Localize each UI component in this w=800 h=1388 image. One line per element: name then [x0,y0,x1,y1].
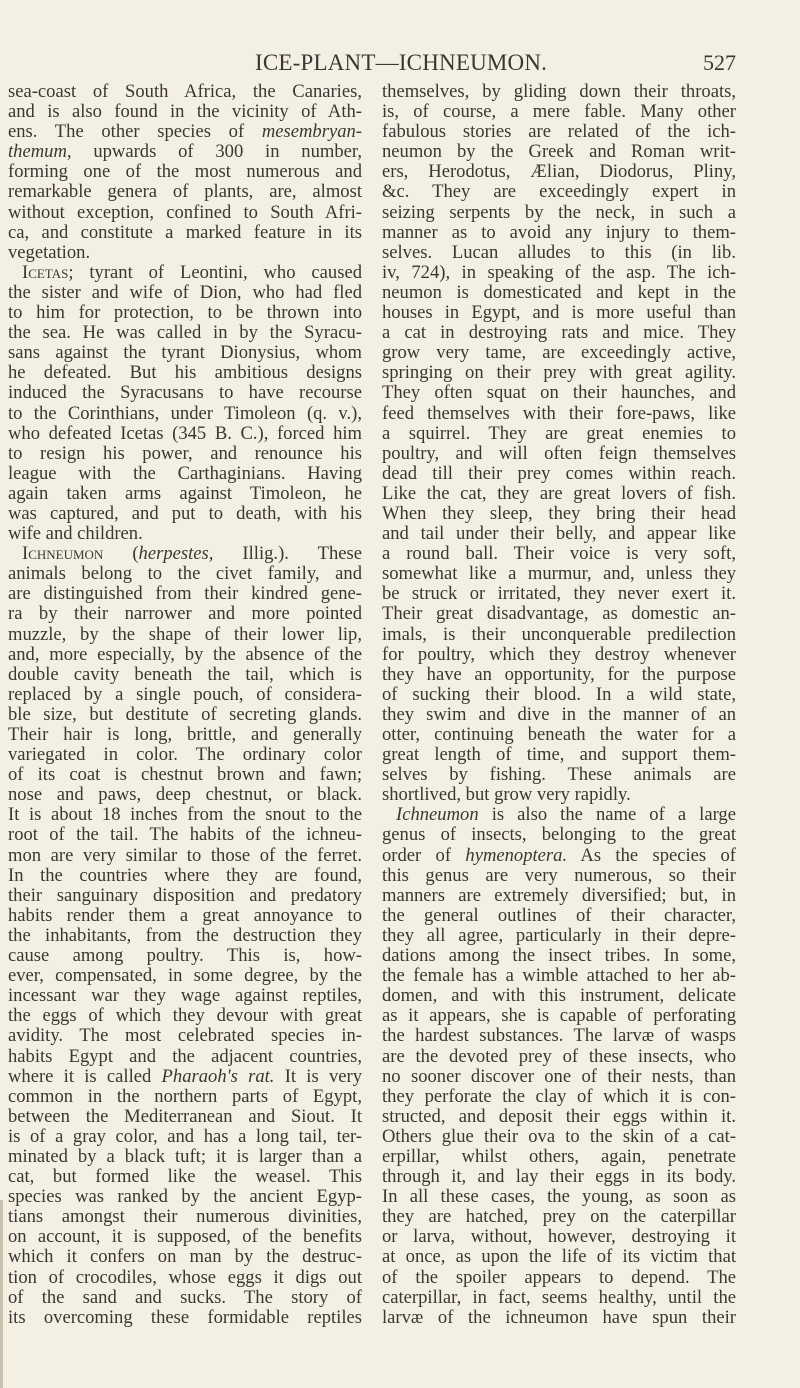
text-line [8,1006,362,1026]
text-segment: induced the Syracusans to have recourse [8,382,362,404]
text-segment: otter, continuing beneath the water for a [382,724,736,745]
text-line [382,383,736,403]
text-segment: manner as to avoid any injury to them- [382,221,736,243]
text-segment: poultry, and will often feign themselves [382,442,736,464]
text-segment: was captured, and put to death, with his [8,502,362,524]
text-segment: variegated in color. The ordinary color [8,744,362,766]
text-segment: to him for protection, to be thrown into [8,302,362,324]
text-segment: without exception, confined to South Afri- [8,201,362,223]
text-segment: themselves, by gliding down their throats, [382,81,736,102]
text-segment: ca, and constitute a marked feature in its [8,221,362,243]
text-segment: Like the cat, they are great lovers of fish. [382,482,736,504]
text-segment: Their great disadvantage, as domestic an- [382,603,736,625]
text-segment: be struck or irritated, they never exert it. [382,583,736,605]
text-segment: fabulous stories are related of the ich- [382,121,736,143]
text-segment: ; tyrant of Leontini, who caused [68,261,362,283]
text-line [8,263,362,283]
text-line [382,906,736,926]
text-line [382,564,736,584]
page-edge-shadow [0,1200,3,1388]
text-line [8,886,362,906]
text-segment: habits Egypt and the adjacent countries, [8,1045,362,1067]
text-segment: they perforate the clay of which it is con- [382,1085,736,1107]
text-line [382,444,736,464]
text-line [382,1308,736,1328]
text-line [8,825,362,845]
text-line [8,142,362,162]
text-segment: neumon is domesticated and kept in the [382,281,736,303]
text-segment: this genus are very numerous, so their [382,864,736,886]
text-line [8,1047,362,1067]
italic-text: mesembryan- [261,121,362,143]
text-segment: which it confers on man by the destruc- [8,1246,362,1268]
text-line [382,82,736,102]
text-segment: minated by a black tuft; it is larger than a [8,1145,362,1167]
text-line [8,544,362,564]
text-segment: Others glue their ova to the skin of a cat- [382,1125,736,1147]
text-line [382,1167,736,1187]
text-line [382,323,736,343]
text-segment: is of a gray color, and has a long tail, ter- [8,1125,362,1147]
text-line [382,203,736,223]
text-line [8,1147,362,1167]
text-line [382,765,736,785]
text-line [8,1167,362,1187]
text-line [8,363,362,383]
text-segment: they all agree, particularly in their depre- [382,924,736,946]
text-segment: of the spoiler appears to depend. The [382,1266,736,1288]
text-line [382,223,736,243]
text-line [8,765,362,785]
text-segment: ( [103,543,139,565]
text-segment: incessant war they wage against reptiles, [8,985,362,1007]
text-line [382,1067,736,1087]
text-segment: When they sleep, they bring their head [382,502,736,524]
text-line [8,102,362,122]
text-segment: wife and children. [8,523,143,545]
text-segment: tion of crocodiles, whose eggs it digs out [8,1266,362,1288]
entry-heading: Ichneumon [22,543,104,565]
text-line [382,1207,736,1227]
text-line [8,303,362,323]
text-segment: as it appears, she is capable of perforating [382,1005,736,1027]
text-segment: seizing serpents by the neck, in such a [382,201,736,223]
text-segment: ble size, but destitute of secreting glands. [8,703,362,725]
text-line [8,906,362,926]
text-line [382,142,736,162]
text-segment: caterpillar, in fact, seems healthy, until the [382,1286,736,1308]
text-segment: nose and paws, deep chestnut, or black. [8,784,362,806]
text-segment: replaced by a single pouch, of considera- [8,683,362,705]
text-segment: no sooner discover one of their nests, than [382,1065,736,1087]
text-line [382,1127,736,1147]
text-segment: the sister and wife of Dion, who had fled [8,281,362,303]
text-segment: ens. The other species of [8,121,262,143]
text-segment: Illig.). These [213,543,362,565]
text-line [382,524,736,544]
text-line [8,1087,362,1107]
text-segment: feed themselves with their fore-paws, like [382,402,736,424]
text-segment: their sanguinary disposition and predatory [8,884,362,906]
text-segment: manners are extremely diversified; but, in [382,884,736,906]
text-segment: muzzle, by the shape of their lower lip, [8,623,362,645]
text-line [8,203,362,223]
text-segment: the female has a wimble attached to her ab- [382,965,736,987]
text-line [382,886,736,906]
text-line [382,1288,736,1308]
text-line [382,665,736,685]
text-segment: is also the name of a large [478,804,736,826]
text-line [8,745,362,765]
text-segment: for poultry, which they destroy whenever [382,643,736,665]
text-line [8,1288,362,1308]
text-line [8,1227,362,1247]
text-line [8,705,362,725]
text-line [8,685,362,705]
text-segment: dead till their prey comes within reach. [382,462,736,484]
text-segment: sea-coast of South Africa, the Canaries, [8,81,362,102]
text-line [382,504,736,524]
text-segment: houses in Egypt, and is more useful than [382,302,736,324]
text-line [8,785,362,805]
text-line [8,946,362,966]
text-line [382,1107,736,1127]
text-segment: forming one of the most numerous and [8,161,362,183]
text-line [8,444,362,464]
text-line [382,303,736,323]
text-line [8,383,362,403]
text-segment: double cavity beneath the tail, which is [8,663,362,685]
text-segment: at once, as upon the life of its victim that [382,1246,736,1268]
text-segment: on account, it is supposed, of the benefits [8,1226,362,1248]
text-segment: ra by their narrower and more pointed [8,603,362,625]
text-line [8,584,362,604]
text-line [8,1026,362,1046]
text-segment: tians amongst their numerous divinities, [8,1206,362,1228]
text-segment: avidity. The most celebrated species in- [8,1025,362,1047]
text-segment: remarkable genera of plants, are, almost [8,181,362,203]
text-line [8,323,362,343]
text-line [382,584,736,604]
text-line [382,544,736,564]
text-line [382,263,736,283]
text-segment: They often squat on their haunches, and [382,382,736,404]
text-segment: they swim and dive in the manner of an [382,703,736,725]
text-segment: selves. Lucan alludes to this (in lib. [382,241,736,263]
italic-text: Pharaoh's rat. [161,1065,275,1087]
text-segment: somewhat like a murmur, and, unless they [382,563,736,585]
text-line [8,1268,362,1288]
text-segment: ever, compensated, in some degree, by the [8,965,362,987]
text-segment: root of the tail. The habits of the ichneu- [8,824,362,846]
text-segment: the general outlines of their character, [382,904,736,926]
text-line [8,986,362,1006]
text-line [8,1107,362,1127]
text-segment: grow very tame, are exceedingly active, [382,342,736,364]
left-column [8,82,362,1328]
text-line [382,705,736,725]
text-segment: great length of time, and support them- [382,744,736,766]
text-segment: domen, and with this instrument, delicate [382,985,736,1007]
text-segment: he defeated. But his ambitious designs [8,362,362,384]
text-line [382,866,736,886]
text-line [8,604,362,624]
text-line [8,464,362,484]
text-line [8,162,362,182]
italic-text: herpestes, [138,543,214,565]
text-segment: order of [382,844,466,866]
text-segment: vegetation. [8,241,91,263]
text-segment: common in the northern parts of Egypt, [8,1085,362,1107]
text-line [382,484,736,504]
text-segment: selves by fishing. These animals are [382,764,736,786]
text-line [382,1006,736,1026]
text-line [382,1087,736,1107]
text-segment: are distinguished from their kindred gene- [8,583,362,605]
text-segment: shortlived, but grow very rapidly. [382,784,631,806]
text-line [8,343,362,363]
text-line [382,966,736,986]
text-segment: animals belong to the civet family, and [8,563,362,585]
text-segment: the sea. He was called in by the Syracu- [8,322,362,344]
text-line [8,1067,362,1087]
text-line [382,805,736,825]
text-segment: who defeated Icetas (345 B. C.), forced him [8,422,362,444]
text-line [8,725,362,745]
text-line [8,926,362,946]
text-line [8,1247,362,1267]
text-segment: ers, Herodotus, Ælian, Diodorus, Pliny, [382,161,736,183]
text-line [382,725,736,745]
text-line [382,685,736,705]
text-line [8,966,362,986]
text-line [8,645,362,665]
text-segment: upwards of 300 in number, [71,141,362,163]
text-line [8,122,362,142]
text-segment: habits render them a great annoyance to [8,904,362,926]
text-segment: cause among poultry. This is, how- [8,945,362,967]
text-line [382,343,736,363]
text-line [382,1227,736,1247]
text-line [382,1147,736,1167]
text-line [8,564,362,584]
text-segment: of sucking their blood. In a wild state, [382,683,736,705]
text-line [8,846,362,866]
running-title: ICE-PLANT—ICHNEUMON. [255,50,548,75]
text-segment: species was ranked by the ancient Egyp- [8,1186,362,1208]
text-line [382,785,736,805]
text-segment: In the countries where they are found, [8,864,362,886]
text-segment: It is very [274,1065,362,1087]
text-segment: to resign his power, and renounce his [8,442,362,464]
text-line [8,182,362,202]
text-segment: larvæ of the ichneumon have spun their [382,1306,736,1328]
italic-text: themum, [8,141,72,163]
text-line [382,283,736,303]
text-segment: genus of insects, belonging to the great [382,824,736,846]
text-segment: between the Mediterranean and Siout. It [8,1105,362,1127]
text-segment: It is about 18 inches from the snout to the [8,804,362,826]
text-line [8,866,362,886]
text-line [8,1187,362,1207]
italic-text: Ichneumon [396,804,479,826]
text-line [8,82,362,102]
text-line [382,986,736,1006]
text-segment: the hardest substances. The larvæ of wasps [382,1025,736,1047]
text-line [8,665,362,685]
text-line [8,504,362,524]
text-line [8,424,362,444]
text-line [382,946,736,966]
text-segment: iv, 724), in speaking of the asp. The ich- [382,261,736,283]
text-segment: where it is called [8,1065,162,1087]
text-segment: imals, is their unconquerable predilection [382,623,736,645]
text-segment: the eggs of which they devour with great [8,1005,362,1027]
right-column [382,82,736,1328]
running-header [0,50,800,80]
text-segment: In all these cases, the young, as soon as [382,1186,736,1208]
text-segment: are the devoted prey of these insects, who [382,1045,736,1067]
italic-text: hymenoptera. [465,844,568,866]
text-segment: dations among the insect tribes. In some, [382,945,736,967]
text-segment: springing on their prey with great agility. [382,362,736,384]
text-line [382,122,736,142]
text-segment: they are hatched, prey on the caterpillar [382,1206,736,1228]
text-line [382,424,736,444]
text-line [8,625,362,645]
text-segment: again taken arms against Timoleon, he [8,482,362,504]
text-line [382,625,736,645]
text-segment: through it, and lay their eggs in its body. [382,1166,736,1188]
text-line [8,404,362,424]
text-line [382,846,736,866]
text-segment: they have an opportunity, for the purpose [382,663,736,685]
text-line [382,1268,736,1288]
text-line [382,1187,736,1207]
text-line [8,524,362,544]
text-segment: of the sand and sucks. The story of [8,1286,362,1308]
text-segment: is, of course, a mere fable. Many other [382,101,736,123]
text-segment: mon are very similar to those of the ferret. [8,844,362,866]
text-segment: As the species of [567,844,736,866]
text-segment: the inhabitants, from the destruction they [8,924,362,946]
text-segment: a squirrel. They are great enemies to [382,422,736,444]
text-segment: to the Corinthians, under Timoleon (q. v.), [8,402,362,424]
text-line [382,464,736,484]
text-line [382,1047,736,1067]
text-line [382,102,736,122]
text-segment: cat, but formed like the weasel. This [8,1166,362,1188]
entry-heading: Icetas [22,261,69,283]
text-segment: &c. They are exceedingly expert in [382,181,736,203]
text-line [382,1026,736,1046]
text-line [382,604,736,624]
text-line [8,805,362,825]
text-line [382,825,736,845]
text-segment: Their hair is long, brittle, and generally [8,724,362,745]
text-segment: a round ball. Their voice is very soft, [382,543,736,565]
text-segment: structed, and deposit their eggs within it. [382,1105,736,1127]
text-segment: a cat in destroying rats and mice. They [382,322,736,344]
text-segment: league with the Carthaginians. Having [8,462,362,484]
text-line [8,1207,362,1227]
text-segment: erpillar, whilst others, again, penetrate [382,1145,736,1167]
text-segment: its overcoming these formidable reptiles [8,1306,362,1328]
text-segment: of its coat is chestnut brown and fawn; [8,764,362,786]
text-line [382,243,736,263]
text-line [8,484,362,504]
text-line [8,243,362,263]
text-segment: neumon by the Greek and Roman writ- [382,141,736,163]
text-segment: and tail under their belly, and appear like [382,523,736,545]
text-line [8,1127,362,1147]
text-segment: or larva, without, however, destroying it [382,1226,736,1248]
text-line [8,283,362,303]
text-line [382,745,736,765]
text-segment: sans against the tyrant Dionysius, whom [8,342,362,364]
text-segment: and is also found in the vicinity of Ath- [8,101,362,123]
page-number: 527 [703,50,736,75]
text-line [8,1308,362,1328]
text-line [382,182,736,202]
text-line [382,363,736,383]
text-line [8,223,362,243]
text-line [382,162,736,182]
text-line [382,404,736,424]
text-line [382,926,736,946]
text-line [382,645,736,665]
text-segment: and, more especially, by the absence of the [8,643,362,665]
text-line [382,1247,736,1267]
